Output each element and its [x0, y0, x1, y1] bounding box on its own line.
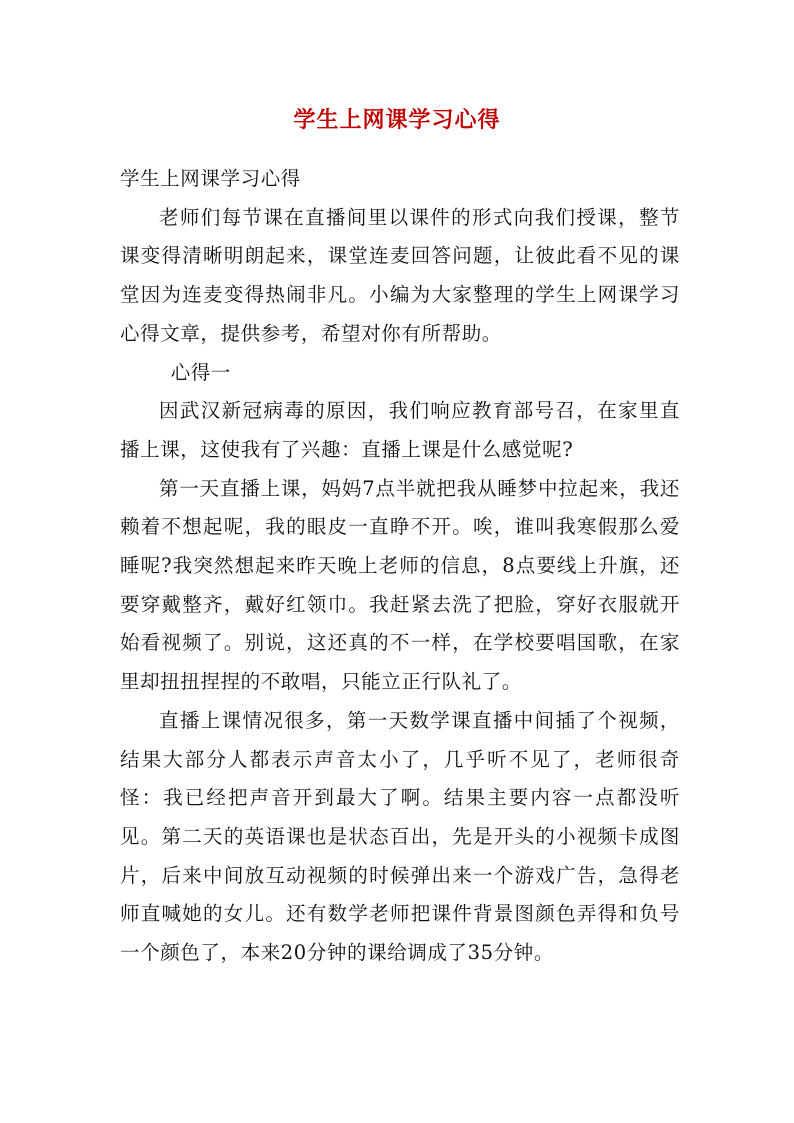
- body-paragraph: 因武汉新冠病毒的原因，我们响应教育部号召，在家里直播上课，这使我有了兴趣：直播上课是什么感觉呢?: [120, 399, 680, 461]
- section-heading: 心得一: [170, 360, 231, 384]
- body-paragraph: 直播上课情况很多，第一天数学课直播中间插了个视频，结果大部分人都表示声音太小了，几乎听不见了，老师很奇怪：我已经把声音开到最大了啊。结果主要内容一点都没听见。第二天的英语课也是状态百出，先是开头的小视频卡成图片，后来中间放互动视频的时候弹出来一个游戏广告，急得老师直喊她的女儿。还有数学老师把课件背景图颜色弄得和负号一个颜色了，本来20分钟的课给调成了35分钟。: [120, 708, 680, 965]
- subtitle-paragraph: 学生上网课学习心得: [120, 167, 301, 190]
- document-body: [120, 160, 680, 973]
- document-title: 学生上网课学习心得: [293, 107, 501, 133]
- body-paragraph: 第一天直播上课，妈妈7点半就把我从睡梦中拉起来，我还赖着不想起呢，我的眼皮一直睁不开。唉，谁叫我寒假那么爱睡呢?我突然想起来昨天晚上老师的信息，8点要线上升旗，还要穿戴整齐，戴好红领巾。我赶紧去洗了把脸，穿好衣服就开始看视频了。别说，这还真的不一样，在学校要唱国歌，在家里却扭扭捏捏的不敢唱，只能立正行队礼了。: [120, 476, 680, 694]
- intro-paragraph: 老师们每节课在直播间里以课件的形式向我们授课，整节课变得清晰明朗起来，课堂连麦回答问题，让彼此看不见的课堂因为连麦变得热闹非凡。小编为大家整理的学生上网课学习心得文章，提供参考，希望对你有所帮助。: [120, 205, 680, 345]
